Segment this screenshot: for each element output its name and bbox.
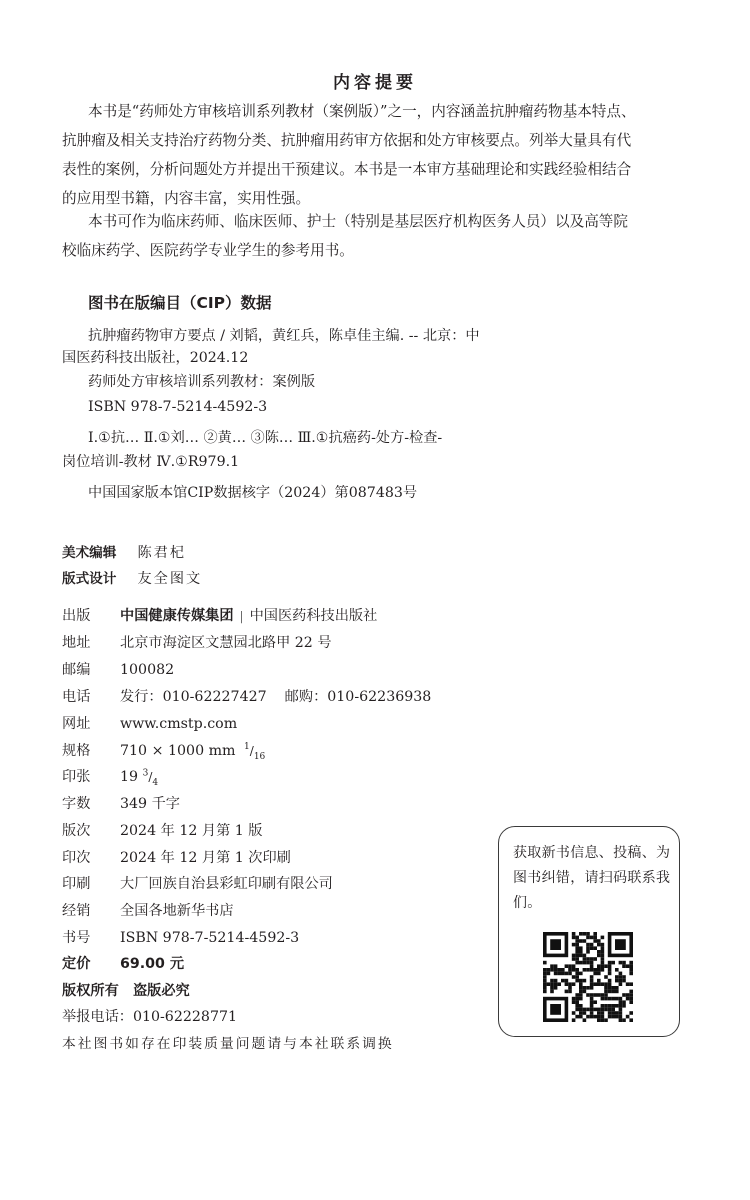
edition-value: 2024 年 12 月第 1 版 xyxy=(120,823,263,839)
isbn-label: 书号 xyxy=(62,930,91,946)
address-label: 地址 xyxy=(62,635,91,651)
publisher-label: 出版 xyxy=(62,608,91,624)
art-editor-row xyxy=(62,541,186,562)
art-editor-name: 陈君杞 xyxy=(137,545,187,561)
edition-label: 版次 xyxy=(62,823,91,839)
qr-contact-panel xyxy=(498,826,680,1037)
distributor-value: 全国各地新华书店 xyxy=(120,903,234,919)
isbn-value: ISBN 978-7-5214-4592-3 xyxy=(120,930,300,946)
fraction-slash: / xyxy=(249,744,254,758)
format-fraction-numerator: 1 xyxy=(244,742,250,753)
edition-row xyxy=(62,820,263,840)
quality-notice: 本社图书如存在印装质量问题请与本社联系调换 xyxy=(62,1036,394,1052)
cip-record-number: 中国国家版本馆CIP数据核字（2024）第087483号 xyxy=(88,485,418,501)
website-row xyxy=(62,713,237,733)
copyright-notice: 版权所有 盗版必究 xyxy=(62,983,190,999)
printer-label: 印刷 xyxy=(62,876,91,892)
price-row xyxy=(62,953,184,973)
cip-classification: Ⅰ.①抗… Ⅱ.①刘… ②黄… ③陈… Ⅲ.①抗癌药-处方-检查- xyxy=(88,430,443,446)
summary-paragraph-1-line-2: 抗肿瘤及相关支持治疗药物分类、抗肿瘤用药审方依据和处方审核要点。列举大量具有代 xyxy=(62,132,632,149)
format-value: 710 × 1000 mm xyxy=(120,743,236,759)
cip-heading: 图书在版编目（CIP）数据 xyxy=(88,294,272,312)
qr-code-icon[interactable] xyxy=(543,932,633,1022)
website-link[interactable]: www.cmstp.com xyxy=(120,716,238,732)
address-row xyxy=(62,632,332,652)
publisher-name: 中国医药科技出版社 xyxy=(249,608,378,624)
cip-classification: 岗位培训-教材 Ⅳ.①R979.1 xyxy=(62,454,240,470)
cip-series: 药师处方审核培训系列教材：案例版 xyxy=(88,374,316,390)
publisher-row xyxy=(62,605,377,625)
sheets-label: 印张 xyxy=(62,769,91,785)
phone-label: 电话 xyxy=(62,689,91,705)
phone-value: 发行：010-62227427 邮购：010-62236938 xyxy=(120,689,432,705)
divider: | xyxy=(239,609,244,623)
cip-line: 抗肿瘤药物审方要点 / 刘韬，黄红兵，陈卓佳主编. -- 北京：中 xyxy=(88,328,480,344)
fraction-slash: / xyxy=(148,770,153,784)
publisher-group: 中国健康传媒集团 xyxy=(120,608,234,624)
address-value: 北京市海淀区文慧园北路甲 22 号 xyxy=(120,635,332,651)
summary-paragraph-2-line-2: 校临床药学、医院药学专业学生的参考用书。 xyxy=(62,242,354,259)
printing-value: 2024 年 12 月第 1 次印刷 xyxy=(120,850,291,866)
summary-paragraph-2-line-1: 本书可作为临床药师、临床医师、护士（特别是基层医疗机构医务人员）以及高等院 xyxy=(88,213,628,230)
format-fraction-denominator: 16 xyxy=(253,751,266,762)
distributor-row xyxy=(62,900,234,920)
printing-row xyxy=(62,847,291,867)
isbn-row xyxy=(62,927,299,947)
cip-isbn: ISBN 978-7-5214-4592-3 xyxy=(88,399,268,415)
summary-paragraph-1-line-3: 表性的案例，分析问题处方并提出干预建议。本书是一本审方基础理论和实践经验相结合 xyxy=(62,161,632,178)
layout-design-label: 版式设计 xyxy=(62,571,117,587)
format-row xyxy=(62,740,265,762)
price-label: 定价 xyxy=(62,956,91,972)
word-count-row xyxy=(62,793,180,813)
phone-row xyxy=(62,686,431,706)
summary-paragraph-1-line-4: 的应用型书籍，内容丰富，实用性强。 xyxy=(62,190,311,207)
sheets-fraction-denominator: 4 xyxy=(152,777,159,788)
summary-paragraph-1-line-1: 本书是“药师处方审核培训系列教材（案例版）”之一，内容涵盖抗肿瘤药物基本特点、 xyxy=(88,103,636,120)
sheets-value: 19 xyxy=(120,769,139,785)
layout-design-row xyxy=(62,567,202,588)
summary-title: 内容提要 xyxy=(333,73,417,93)
printing-label: 印次 xyxy=(62,850,91,866)
website-label: 网址 xyxy=(62,716,91,732)
format-label: 规格 xyxy=(62,743,91,759)
sheets-fraction-numerator: 3 xyxy=(142,768,149,779)
postcode-label: 邮编 xyxy=(62,662,91,678)
printer-value: 大厂回族自治县彩虹印刷有限公司 xyxy=(120,876,333,892)
layout-design-name: 友全图文 xyxy=(137,571,203,587)
art-editor-label: 美术编辑 xyxy=(62,545,117,561)
sheets-row xyxy=(62,766,158,788)
distributor-label: 经销 xyxy=(62,903,91,919)
word-count-value: 349 千字 xyxy=(120,796,180,812)
postcode-value: 100082 xyxy=(120,662,175,678)
printer-row xyxy=(62,873,333,893)
cip-line: 国医药科技出版社，2024.12 xyxy=(62,350,249,366)
postcode-row xyxy=(62,659,174,679)
qr-panel-text: 获取新书信息、投稿、为图书纠错，请扫码联系我们。 xyxy=(513,845,671,911)
price-value: 69.00 元 xyxy=(120,956,185,972)
report-phone: 举报电话：010-62228771 xyxy=(62,1009,238,1025)
word-count-label: 字数 xyxy=(62,796,91,812)
